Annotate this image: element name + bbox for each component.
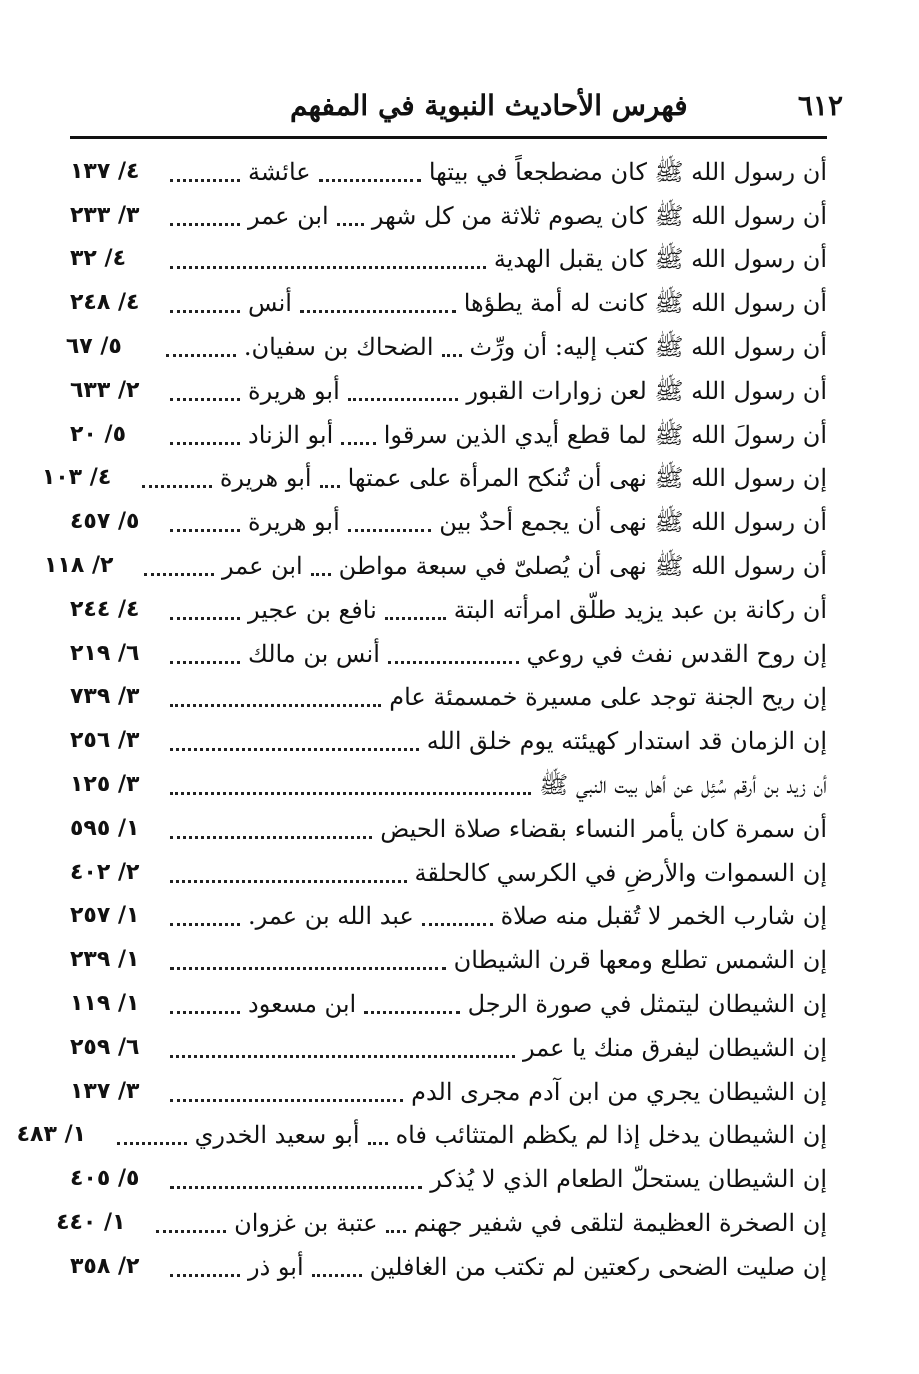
narrator-name: عائشة — [248, 157, 311, 186]
volume-page-ref — [44, 552, 136, 580]
volume-page-ref — [70, 1078, 162, 1106]
dot-leader — [170, 660, 240, 664]
hadith-text: أن رسولَ الله ﷺ لما قطع أيدي الذين سرقوا — [383, 420, 827, 449]
dot-leader — [170, 1185, 422, 1189]
volume-page-ref-text: ٢/ ٣٥٨ — [70, 1253, 140, 1279]
dot-leader — [170, 178, 240, 182]
index-entry — [70, 369, 827, 413]
narrator-name: أبو سعيد الخدري — [194, 1121, 360, 1150]
hadith-text: أن رسول الله ﷺ كان يصوم ثلاثة من كل شهر — [371, 201, 827, 230]
index-entry — [70, 895, 827, 939]
hadith-index-list — [16, 150, 827, 1289]
index-entry — [70, 194, 827, 238]
dot-leader — [312, 1273, 362, 1277]
hadith-text: أن رسول الله ﷺ كان مضطجعاً في بيتها — [428, 157, 827, 186]
volume-page-ref — [70, 245, 162, 273]
dot-leader — [170, 747, 419, 751]
page-title: فهرس الأحاديث النبوية في المفهم — [290, 89, 688, 122]
dot-leader — [348, 528, 431, 532]
index-entry — [70, 982, 827, 1026]
volume-page-ref-text: ١/ ١١٩ — [70, 991, 140, 1017]
hadith-text: إن الشيطان يدخل إذا لم يكظم المتثائب فاه — [395, 1121, 827, 1150]
dot-leader — [385, 616, 446, 620]
volume-page-ref-text: ٤/ ١٣٧ — [70, 158, 140, 184]
dot-leader — [170, 397, 240, 401]
volume-page-ref — [70, 815, 162, 843]
index-entry — [70, 632, 827, 676]
dot-leader — [117, 1141, 187, 1145]
page-number: ٦١٢ — [797, 89, 843, 122]
narrator-name: عتبة بن غزوان — [234, 1209, 378, 1238]
volume-page-ref-text: ٢/ ١١٨ — [43, 553, 114, 579]
narrator-name: أنس — [248, 289, 292, 318]
narrator-name: ابن عمر — [221, 552, 303, 581]
dot-leader — [170, 966, 446, 970]
volume-page-ref-text: ٣/ ٢٥٦ — [70, 728, 140, 754]
page-header — [70, 78, 849, 122]
dot-leader — [320, 484, 340, 488]
narrator-name: ابن عمر — [248, 201, 329, 230]
volume-page-ref-text: ١/ ٢٥٧ — [70, 903, 140, 929]
hadith-text: إن شارب الخمر لا تُقبل منه صلاة — [500, 902, 827, 931]
hadith-text: أن رسول الله ﷺ نهى أن يُصلىّ في سبعة مواطن — [338, 552, 827, 581]
dot-leader — [170, 922, 240, 926]
volume-page-ref — [56, 1209, 148, 1237]
volume-page-ref-text: ١/ ٢٣٩ — [70, 947, 140, 973]
index-entry — [70, 238, 827, 282]
narrator-name: ابن مسعود — [248, 990, 357, 1019]
index-entry — [70, 281, 827, 325]
volume-page-ref — [70, 990, 162, 1018]
hadith-text: إن روح القدس نفث في روعي — [526, 639, 827, 668]
dot-leader — [170, 1098, 403, 1102]
volume-page-ref-text: ٣/ ٧٣٩ — [70, 684, 140, 710]
hadith-text: أن زيد بن أرقم سُئِل عن أهل بيت النبي ﷺ — [539, 771, 827, 800]
dot-leader — [348, 397, 459, 401]
hadith-text: إن رسول الله ﷺ نهى أن تُنكح المرأة على عمتها — [347, 464, 827, 493]
volume-page-ref-text: ٢/ ٦٣٣ — [70, 377, 140, 403]
index-entry — [70, 938, 827, 982]
index-entry — [70, 676, 827, 720]
volume-page-ref-text: ٣/ ٢٣٣ — [70, 202, 140, 228]
index-entry — [16, 1114, 827, 1158]
header-divider — [70, 136, 827, 139]
dot-leader — [442, 353, 462, 357]
index-entry — [70, 500, 827, 544]
hadith-text: أن رسول الله ﷺ كان يقبل الهدية — [493, 245, 827, 274]
volume-page-ref-text: ٤/ ٢٤٨ — [70, 290, 140, 316]
hadith-text: إن الشيطان يجري من ابن آدم مجرى الدم — [411, 1077, 827, 1106]
index-entry — [70, 851, 827, 895]
index-entry — [70, 413, 827, 457]
volume-page-ref — [42, 464, 134, 492]
index-entry — [70, 807, 827, 851]
volume-page-ref-text: ١/ ٤٤٠ — [56, 1210, 126, 1236]
hadith-text: إن السموات والأرضِ في الكرسي كالحلقة — [414, 858, 827, 887]
volume-page-ref-text: ٥/ ٤٠٥ — [70, 1166, 140, 1192]
index-entry — [70, 719, 827, 763]
hadith-text: أن ركانة بن عبد يزيد طلّق امرأته البتة — [453, 595, 827, 624]
dot-leader — [170, 222, 240, 226]
index-entry — [56, 1201, 827, 1245]
narrator-name: أبو هريرة — [248, 508, 340, 537]
index-entry — [65, 325, 827, 369]
dot-leader — [142, 484, 212, 488]
narrator-name: أنس بن مالك — [248, 639, 380, 668]
volume-page-ref — [70, 640, 162, 668]
dot-leader — [170, 265, 486, 269]
index-entry — [70, 1245, 827, 1289]
index-entry — [70, 1157, 827, 1201]
hadith-text: إن الشيطان ليفرق منك يا عمر — [522, 1033, 827, 1062]
volume-page-ref — [70, 1253, 162, 1281]
hadith-text: أن رسول الله ﷺ كتب إليه: أن ورِّث — [469, 333, 827, 362]
narrator-name: الضحاك بن سفيان. — [243, 333, 434, 362]
narrator-name: أبو هريرة — [248, 376, 340, 405]
dot-leader — [368, 1141, 388, 1145]
dot-leader — [388, 660, 519, 664]
volume-page-ref — [70, 421, 162, 449]
volume-page-ref — [70, 289, 162, 317]
dot-leader — [170, 879, 407, 883]
volume-page-ref — [70, 202, 162, 230]
volume-page-ref — [70, 946, 162, 974]
volume-page-ref — [70, 508, 162, 536]
dot-leader — [170, 1054, 515, 1058]
volume-page-ref — [70, 1034, 162, 1062]
narrator-name: أبو هريرة — [219, 464, 312, 493]
index-entry — [70, 763, 827, 807]
narrator-name: عبد الله بن عمر. — [248, 902, 414, 931]
dot-leader — [364, 1010, 459, 1014]
volume-page-ref — [70, 596, 162, 624]
volume-page-ref — [70, 771, 162, 799]
index-entry — [70, 1026, 827, 1070]
volume-page-ref-text: ٦/ ٢٥٩ — [70, 1034, 140, 1060]
index-entry — [70, 588, 827, 632]
volume-page-ref-text: ٤/ ٢٤٤ — [70, 596, 140, 622]
hadith-text: أن سمرة كان يأمر النساء بقضاء صلاة الحيض — [380, 814, 827, 843]
hadith-text: إن ريح الجنة توجد على مسيرة خمسمئة عام — [389, 683, 827, 712]
volume-page-ref-text: ٥/ ٢٠ — [70, 421, 126, 447]
narrator-name: أبو الزناد — [248, 420, 334, 449]
dot-leader — [422, 922, 493, 926]
dot-leader — [170, 1010, 240, 1014]
dot-leader — [170, 835, 372, 839]
dot-leader — [337, 222, 364, 226]
volume-page-ref-text: ٥/ ٦٧ — [65, 334, 122, 360]
narrator-name: أبو ذر — [248, 1252, 304, 1281]
narrator-name: نافع بن عجير — [248, 595, 377, 624]
dot-leader — [341, 441, 375, 445]
volume-page-ref — [70, 158, 162, 186]
volume-page-ref-text: ٤/ ٣٢ — [70, 246, 126, 272]
hadith-text: أن رسول الله ﷺ لعن زوارات القبور — [466, 376, 827, 405]
dot-leader — [319, 178, 421, 182]
index-entry — [70, 1070, 827, 1114]
volume-page-ref-text: ٣/ ١٣٧ — [70, 1078, 140, 1104]
volume-page-ref-text: ٤/ ١٠٣ — [41, 465, 112, 491]
volume-page-ref-text: ٦/ ٢١٩ — [70, 640, 140, 666]
volume-page-ref-text: ٣/ ١٢٥ — [70, 772, 140, 798]
volume-page-ref — [70, 902, 162, 930]
dot-leader — [170, 441, 240, 445]
dot-leader — [170, 528, 240, 532]
hadith-text: إن الشيطان يستحلّ الطعام الذي لا يُذكر — [430, 1165, 827, 1194]
volume-page-ref-text: ١/ ٥٩٥ — [70, 815, 140, 841]
hadith-text: إن الصخرة العظيمة لتلقى في شفير جهنم — [413, 1209, 827, 1238]
hadith-text: إن صليت الضحى ركعتين لم تكتب من الغافلين — [369, 1252, 827, 1281]
hadith-text: إن الزمان قد استدار كهيئته يوم خلق الله — [426, 727, 827, 756]
volume-page-ref — [66, 333, 158, 361]
volume-page-ref — [17, 1121, 109, 1149]
index-entry — [43, 544, 827, 588]
dot-leader — [170, 703, 381, 707]
dot-leader — [156, 1229, 226, 1233]
hadith-text: إن الشمس تطلع ومعها قرن الشيطان — [453, 946, 827, 975]
dot-leader — [170, 791, 531, 795]
volume-page-ref — [70, 683, 162, 711]
volume-page-ref-text: ٥/ ٤٥٧ — [70, 509, 140, 535]
dot-leader — [300, 309, 456, 313]
dot-leader — [170, 309, 240, 313]
volume-page-ref — [70, 1165, 162, 1193]
dot-leader — [311, 572, 331, 576]
hadith-text: إن الشيطان ليتمثل في صورة الرجل — [467, 990, 827, 1019]
hadith-text: أن رسول الله ﷺ كانت له أمة يطؤها — [463, 289, 827, 318]
volume-page-ref — [70, 727, 162, 755]
dot-leader — [166, 353, 236, 357]
dot-leader — [144, 572, 214, 576]
dot-leader — [386, 1229, 406, 1233]
index-entry — [41, 457, 827, 501]
index-entry — [70, 150, 827, 194]
volume-page-ref-text: ١/ ٤٨٣ — [16, 1122, 87, 1148]
hadith-text: أن رسول الله ﷺ نهى أن يجمع أحدٌ بين — [439, 508, 827, 537]
volume-page-ref — [70, 859, 162, 887]
volume-page-ref-text: ٢/ ٤٠٢ — [70, 859, 140, 885]
volume-page-ref — [70, 377, 162, 405]
dot-leader — [170, 616, 240, 620]
dot-leader — [170, 1273, 240, 1277]
